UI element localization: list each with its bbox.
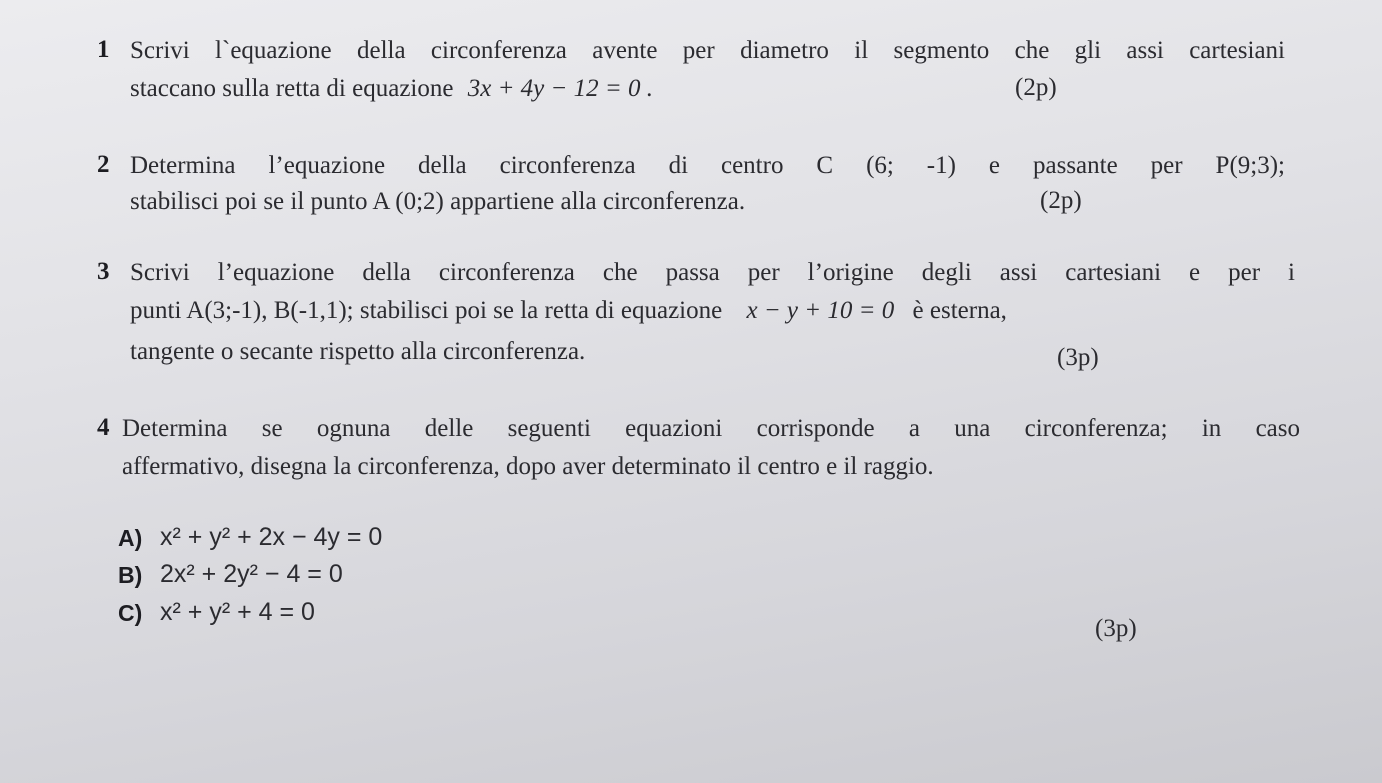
exercise-text: punti A(3;-1), B(-1,1); stabilisci poi se la retta di equazione xyxy=(130,297,723,324)
points-badge: (2p) xyxy=(1040,187,1082,214)
option-equation: x² + y² + 4 = 0 xyxy=(160,598,315,626)
exercise-text-line: tangente o secante rispetto alla circonferenza. xyxy=(130,338,586,365)
line-equation: x − y + 10 = 0 xyxy=(746,297,895,324)
exercise-text-line: Determina se ognuna delle seguenti equazioni corrisponde a una circonferenza; in caso xyxy=(122,415,1300,442)
exercise-text-line: Scrivi l`equazione della circonferenza avente per diametro il segmento che gli assi cartesiani xyxy=(130,37,1285,64)
points-badge: (3p) xyxy=(1095,615,1137,642)
exercise-text-line: Determina l’equazione della circonferenza di centro C (6; -1) e passante per P(9;3); xyxy=(130,152,1285,179)
points-badge: (2p) xyxy=(1015,74,1057,101)
exercise-text-line: stabilisci poi se il punto A (0;2) appartiene alla circonferenza. xyxy=(130,188,746,215)
option-equation: 2x² + 2y² − 4 = 0 xyxy=(160,560,343,588)
exercise-text: è esterna, xyxy=(912,297,1007,324)
option-label: C) xyxy=(118,600,143,626)
option-label: A) xyxy=(118,525,143,551)
exercise-number: 4 xyxy=(97,414,110,441)
option-equation: x² + y² + 2x − 4y = 0 xyxy=(160,523,383,551)
exercise-number: 1 xyxy=(97,36,110,63)
exercise-number: 2 xyxy=(97,151,110,178)
exercise-text: staccano sulla retta di equazione xyxy=(130,75,454,102)
exercise-number: 3 xyxy=(97,258,110,285)
line-equation: 3x + 4y − 12 = 0 . xyxy=(467,75,654,102)
exercise-text-line: affermativo, disegna la circonferenza, dopo aver determinato il centro e il raggio. xyxy=(122,453,934,480)
exercise-text-line xyxy=(130,74,653,104)
exercise-text-line: Scrivi l’equazione della circonferenza che passa per l’origine degli assi cartesiani e per i xyxy=(130,259,1295,286)
exercise-text-line xyxy=(130,296,1295,326)
option-label: B) xyxy=(118,562,143,588)
points-badge: (3p) xyxy=(1057,344,1099,371)
